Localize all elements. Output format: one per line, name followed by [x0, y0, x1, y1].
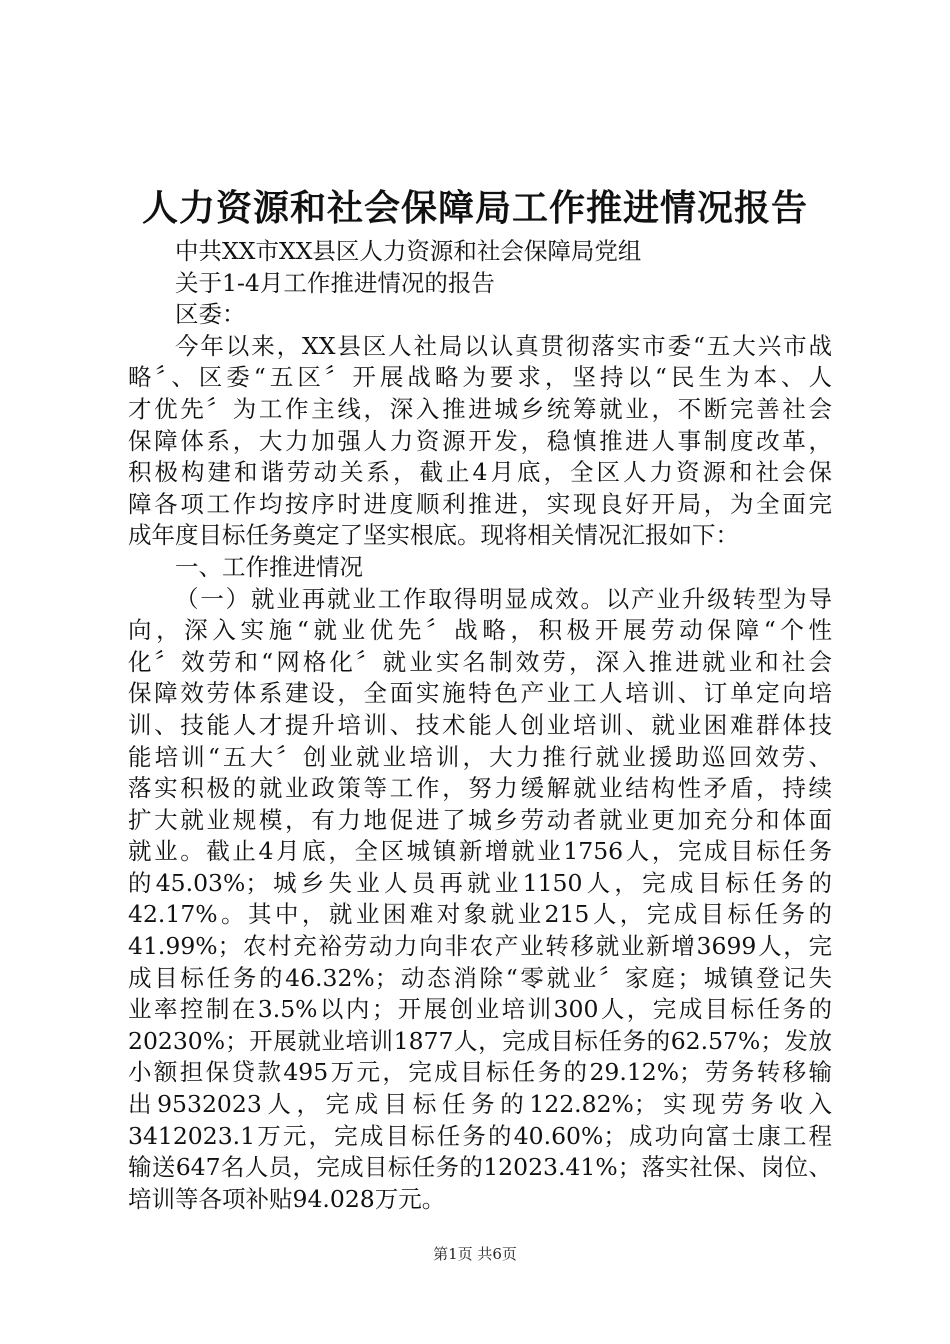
employment-paragraph-line: 业率控制在3.5%以内；开展创业培训300人，完成目标任务的 [128, 995, 832, 1024]
employment-paragraph-line: 42.17%。其中，就业困难对象就业215人，完成目标任务的 [128, 900, 832, 929]
employment-paragraph-line: 就业。截止4月底，全区城镇新增就业1756人，完成目标任务 [128, 837, 832, 866]
document-title: 人力资源和社会保障局工作推进情况报告 [141, 187, 808, 229]
employment-paragraph-line: 能培训“五大〞创业就业培训，大力推行就业援助巡回效劳、 [128, 742, 832, 771]
employment-paragraph-line: 小额担保贷款495万元，完成目标任务的29.12%；劳务转移输 [128, 1058, 832, 1087]
employment-paragraph-line: 输送647名人员，完成目标任务的12023.41%；落实社保、岗位、 [128, 1153, 832, 1182]
intro-paragraph-line: 障各项工作均按序时进度顺利推进，实现良好开局，为全面完 [128, 489, 832, 518]
employment-paragraph-line: 扩大就业规模，有力地促进了城乡劳动者就业更加充分和体面 [128, 805, 832, 834]
employment-paragraph-line: 化〞效劳和“网格化〞就业实名制效劳，深入推进就业和社会 [128, 647, 832, 676]
intro-paragraph-line: 才优先〞为工作主线，深入推进城乡统筹就业，不断完善社会 [128, 394, 832, 423]
employment-paragraph-line: 向，深入实施“就业优先〞战略，积极开展劳动保障“个性 [128, 616, 832, 645]
intro-paragraph-line: 成年度目标任务奠定了坚实根底。现将相关情况汇报如下： [128, 521, 739, 550]
employment-paragraph-line: （一）就业再就业工作取得明显成效。以产业升级转型为导 [175, 584, 832, 613]
employment-paragraph-line: 成目标任务的46.32%；动态消除“零就业〞家庭；城镇登记失 [128, 963, 832, 992]
section-heading: 一、工作推进情况 [175, 552, 363, 581]
header-line-report-subject: 关于1-4月工作推进情况的报告 [175, 268, 495, 297]
employment-paragraph-line: 20230%；开展就业培训1877人，完成目标任务的62.57%；发放 [128, 1026, 832, 1055]
employment-paragraph-line: 保障效劳体系建设，全面实施特色产业工人培训、订单定向培 [128, 679, 832, 708]
intro-paragraph-line: 保障体系，大力加强人力资源开发，稳慎推进人事制度改革， [128, 426, 832, 455]
employment-paragraph-line: 出9532023人，完成目标任务的122.82%；实现劳务收入 [128, 1090, 832, 1119]
header-line-party-group: 中共XX市XX县区人力资源和社会保障局党组 [175, 237, 642, 265]
employment-paragraph-line: 培训等各项补贴94.028万元。 [128, 1184, 446, 1213]
employment-paragraph-line: 训、技能人才提升培训、技术能人创业培训、就业困难群体技 [128, 710, 832, 739]
employment-paragraph-line: 的45.03%；城乡失业人员再就业1150人，完成目标任务的 [128, 868, 832, 897]
employment-paragraph-line: 41.99%；农村充裕劳动力向非农产业转移就业新增3699人，完 [128, 932, 832, 961]
employment-paragraph-line: 落实积极的就业政策等工作，努力缓解就业结构性矛盾，持续 [128, 774, 832, 803]
intro-paragraph-line: 今年以来，XX县区人社局以认真贯彻落实市委“五大兴市战 [175, 331, 832, 360]
intro-paragraph-line: 略〞、区委“五区〞开展战略为要求，坚持以“民生为本、人 [128, 363, 832, 392]
page-footer: 第1页 共6页 [433, 1245, 517, 1263]
document-body [128, 236, 832, 1215]
intro-paragraph-line: 积极构建和谐劳动关系，截止4月底，全区人力资源和社会保 [128, 458, 832, 487]
employment-paragraph-line: 3412023.1万元，完成目标任务的40.60%；成功向富士康工程 [128, 1121, 832, 1150]
salutation: 区委： [175, 300, 246, 329]
